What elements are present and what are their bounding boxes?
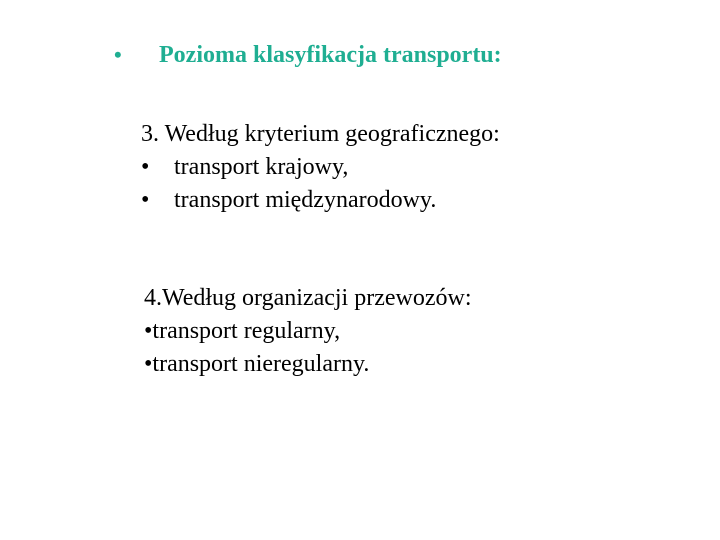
section-organization [144,282,472,381]
title-bullet-icon: • [114,42,122,67]
section-organization-heading: 4.Według organizacji przewozów: [144,285,472,311]
bullet-icon: • [141,154,150,180]
list-item [141,184,500,217]
section-geographic [141,118,500,217]
list-item: •transport nieregularny. [144,351,370,377]
list-item [141,151,500,184]
list-item-text: transport międzynarodowy. [174,187,437,213]
bullet-icon: • [141,187,150,213]
list-item: •transport regularny, [144,318,341,344]
list-item-text: transport krajowy, [174,154,349,180]
section-geographic-heading: 3. Według kryterium geograficznego: [141,121,500,147]
title-text: Pozioma klasyfikacja transportu: [159,42,502,68]
